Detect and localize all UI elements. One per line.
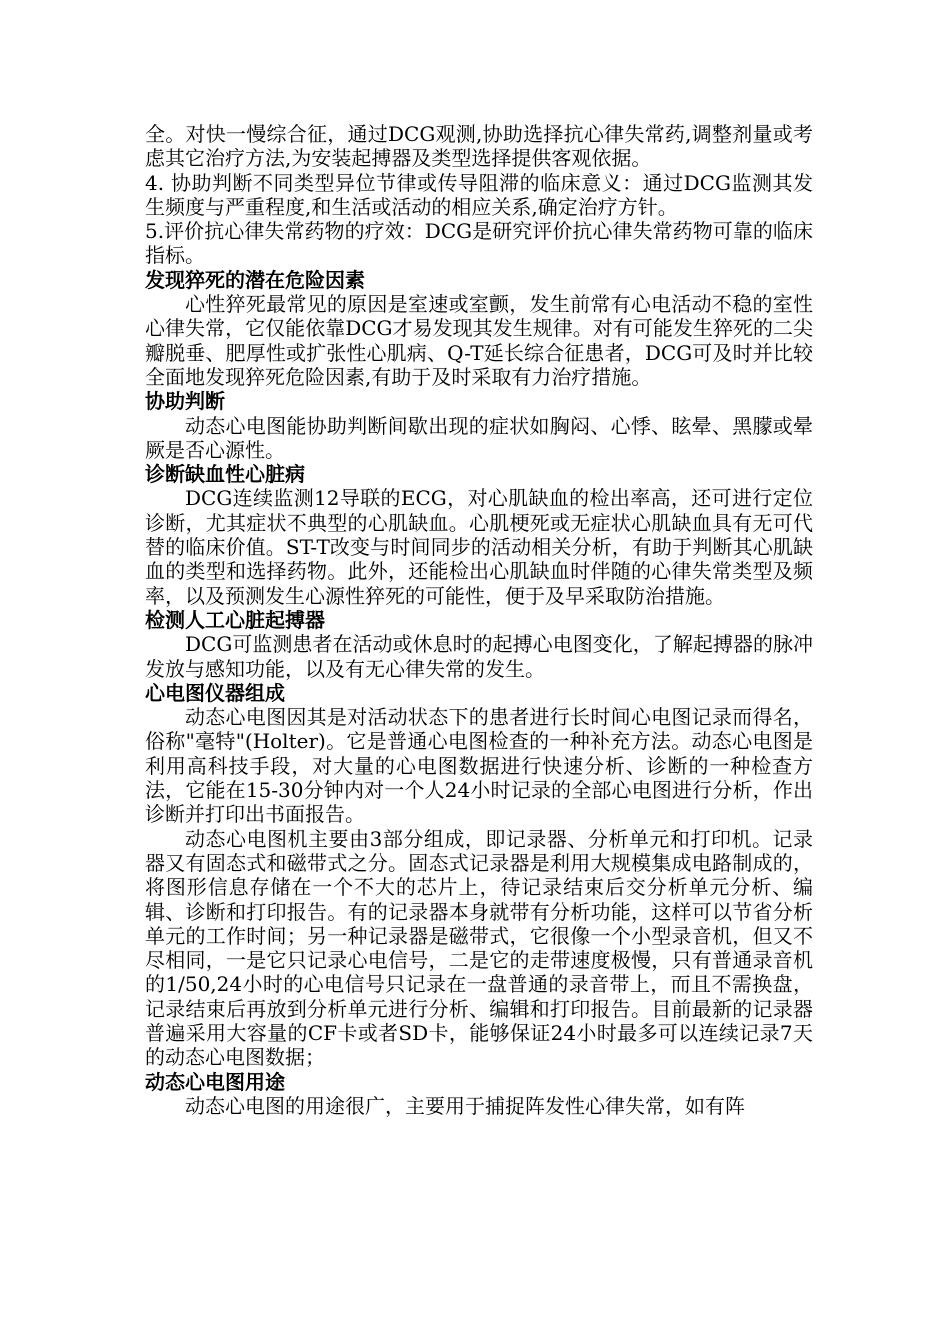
section-heading-pacemaker: 检测人工心脏起搏器 <box>145 607 325 632</box>
section-heading-sudden-death: 发现猝死的潜在危险因素 <box>145 267 365 292</box>
section-heading-instrument-composition: 心电图仪器组成 <box>145 680 285 705</box>
paragraph-item-4: 4. 协助判断不同类型异位节律或传导阻滞的临床意义：通过DCG监测其发生频度与严重程度,和生活或活动的相应关系,确定治疗方针。 <box>145 170 813 219</box>
document-page <box>145 122 813 1118</box>
paragraph-holter-intro: 动态心电图因其是对活动状态下的患者进行长时间心电图记录而得名，俗称"毫特"(Holter)。它是普通心电图检查的一种补充方法。动态心电图是利用高科技手段，对大量的心电图数据进行快速分析、诊断的一种检查方法，它能在15-30分钟内对一个人24小时记录的全部心电图进行分析，作出诊断并打印出书面报告。 <box>145 705 813 827</box>
paragraph-sudden-death: 心性猝死最常见的原因是室速或室颤，发生前常有心电活动不稳的室性心律失常，它仅能依靠DCG才易发现其发生规律。对有可能发生猝死的二尖瓣脱垂、肥厚性或扩张性心肌病、Q-T延长综合征患者，DCG可及时并比较全面地发现猝死危险因素,有助于及时采取有力治疗措施。 <box>145 292 813 389</box>
section-heading-holter-uses: 动态心电图用途 <box>145 1069 285 1094</box>
paragraph-pacemaker: DCG可监测患者在活动或休息时的起搏心电图变化，了解起搏器的脉冲发放与感知功能，以及有无心律失常的发生。 <box>145 632 813 681</box>
paragraph-continuation: 全。对快一慢综合征，通过DCG观测,协助选择抗心律失常药,调整剂量或考虑其它治疗方法,为安装起搏器及类型选择提供客观依据。 <box>145 122 813 171</box>
section-heading-assist-diagnosis: 协助判断 <box>145 389 225 414</box>
paragraph-holter-components: 动态心电图机主要由3部分组成，即记录器、分析单元和打印机。记录器又有固态式和磁带式之分。固态式记录器是利用大规模集成电路制成的，将图形信息存储在一个不大的芯片上，待记录结束后交分析单元分析、编辑、诊断和打印报告。有的记录器本身就带有分析功能，这样可以节省分析单元的工作时间；另一种记录器是磁带式，它很像一个小型录音机，但又不尽相同，一是它只记录心电信号，二是它的走带速度极慢，只有普通录音机的1/50,24小时的心电信号只记录在一盘普通的录音带上，而且不需换盘，记录结束后再放到分析单元进行分析、编辑和打印报告。目前最新的记录器普遍采用大容量的CF卡或者SD卡，能够保证24小时最多可以连续记录7天的动态心电图数据； <box>145 826 813 1070</box>
paragraph-item-5: 5.评价抗心律失常药物的疗效：DCG是研究评价抗心律失常药物可靠的临床指标。 <box>145 219 813 268</box>
paragraph-ischemic-heart-disease: DCG连续监测12导联的ECG，对心肌缺血的检出率高，还可进行定位诊断，尤其症状不典型的心肌缺血。心肌梗死或无症状心肌缺血具有无可代替的临床价值。ST-T改变与时间同步的活动相关分析，有助于判断其心肌缺血的类型和选择药物。此外，还能检出心肌缺血时伴随的心律失常类型及频率，以及预测发生心源性猝死的可能性，便于及早采取防治措施。 <box>145 486 813 608</box>
section-heading-ischemic-heart-disease: 诊断缺血性心脏病 <box>145 462 305 487</box>
paragraph-assist-diagnosis: 动态心电图能协助判断间歇出现的症状如胸闷、心悸、眩晕、黑朦或晕厥是否心源性。 <box>145 413 813 462</box>
paragraph-holter-uses: 动态心电图的用途很广，主要用于捕捉阵发性心律失常，如有阵 <box>185 1093 745 1118</box>
